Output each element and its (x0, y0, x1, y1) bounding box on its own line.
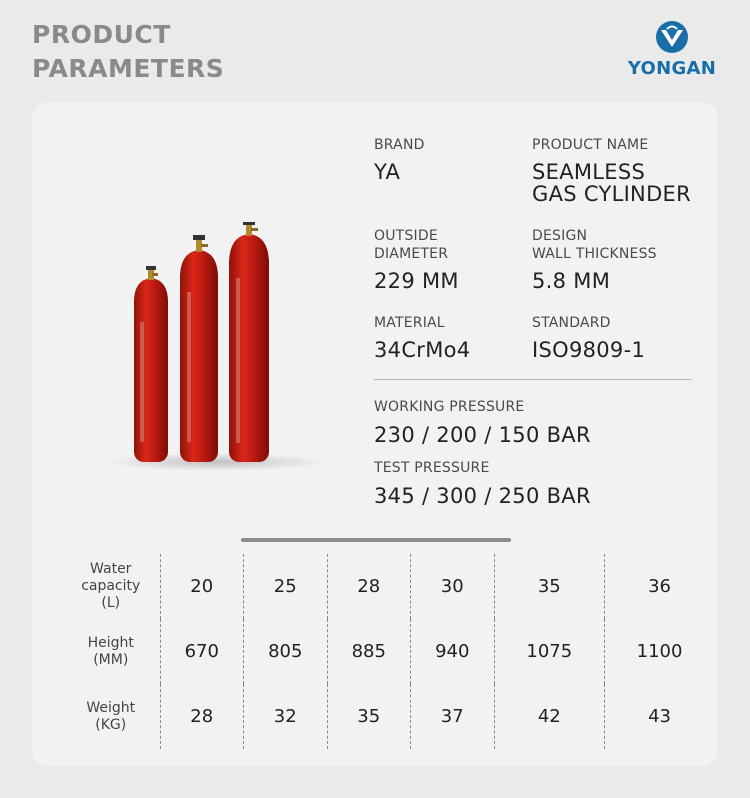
material-value: 34CrMo4 (374, 338, 471, 362)
brand-logo (622, 20, 722, 84)
table-cell: 25 (244, 554, 328, 619)
table-cell: 35 (327, 684, 411, 749)
table-cell: 670 (160, 619, 244, 684)
table-cell: 805 (244, 619, 328, 684)
spec-table (64, 554, 714, 749)
table-cell: 37 (411, 684, 495, 749)
table-cell: 32 (244, 684, 328, 749)
row-header-weight (64, 684, 160, 749)
row-header-line: Height (87, 634, 134, 651)
row-header-water-capacity (64, 554, 160, 619)
table-row (64, 554, 714, 619)
row-header-line: Water (90, 561, 132, 577)
test-pressure-value: 345 / 300 / 250 BAR (374, 484, 591, 508)
wall-thickness-label-line1: DESIGN (532, 228, 588, 244)
table-cell: 885 (327, 619, 411, 684)
test-pressure-label: TEST PRESSURE (374, 460, 490, 476)
row-header-line: (KG) (95, 716, 127, 733)
table-cell: 28 (160, 684, 244, 749)
table-cell: 35 (494, 554, 605, 619)
table-row (64, 619, 714, 684)
product-name-value-line2: GAS CYLINDER (532, 182, 691, 206)
table-row (64, 684, 714, 749)
table-cell: 20 (160, 554, 244, 619)
table-cell: 28 (327, 554, 411, 619)
row-header-line: (L) (101, 595, 121, 611)
table-cell: 1100 (605, 619, 714, 684)
standard-value: ISO9809-1 (532, 338, 646, 362)
outside-diameter-label-line1: OUTSIDE (374, 228, 438, 244)
title-line-2: PARAMETERS (32, 54, 225, 83)
outside-diameter-label-line2: DIAMETER (374, 246, 449, 262)
logo-text: YONGAN (627, 58, 717, 79)
wall-thickness-value: 5.8 MM (532, 269, 611, 293)
brand-label: BRAND (374, 137, 425, 153)
row-header-line: (MM) (93, 651, 129, 668)
product-name-value-line1: SEAMLESS (532, 160, 646, 184)
product-card (32, 102, 718, 766)
product-name-label: PRODUCT NAME (532, 137, 649, 153)
cylinder-medium (180, 235, 218, 462)
working-pressure-label: WORKING PRESSURE (374, 399, 525, 415)
wall-thickness-label-line2: WALL THICKNESS (532, 246, 657, 262)
cylinders-image (92, 222, 352, 572)
title-line-1: PRODUCT (32, 20, 171, 49)
page-title (32, 18, 224, 86)
table-cell: 42 (494, 684, 605, 749)
yongan-logo-icon (655, 20, 689, 54)
table-cell: 30 (411, 554, 495, 619)
standard-label: STANDARD (532, 315, 611, 331)
table-cell: 1075 (494, 619, 605, 684)
params-divider (374, 379, 692, 380)
brand-value: YA (374, 160, 401, 184)
row-header-line: capacity (81, 578, 141, 594)
section-divider-bar (241, 538, 511, 542)
table-cell: 43 (605, 684, 714, 749)
working-pressure-value: 230 / 200 / 150 BAR (374, 423, 591, 447)
row-header-height (64, 619, 160, 684)
cylinder-large (229, 222, 269, 462)
table-cell: 36 (605, 554, 714, 619)
row-header-line: Weight (86, 699, 136, 716)
material-label: MATERIAL (374, 315, 445, 331)
cylinder-small (134, 266, 168, 462)
table-cell: 940 (411, 619, 495, 684)
outside-diameter-value: 229 MM (374, 269, 459, 293)
